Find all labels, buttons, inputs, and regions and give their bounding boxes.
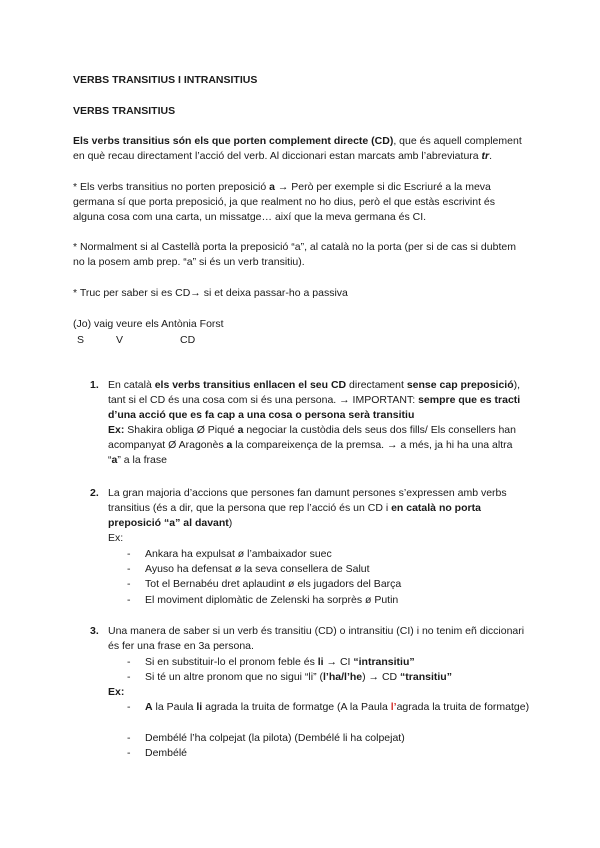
bullet-dash: - bbox=[127, 594, 131, 606]
item1-ex-a3: a bbox=[111, 454, 118, 466]
rule2-text-b: ) → CD bbox=[362, 671, 401, 683]
bullet-dash: - bbox=[127, 732, 131, 744]
label-verb: V bbox=[116, 334, 124, 346]
item1-text-b: directament bbox=[346, 379, 407, 391]
list-number-1: 1. bbox=[90, 379, 99, 391]
rule2-pronoun: l’ha/l’he bbox=[323, 671, 363, 683]
rule2-bold: “transitiu” bbox=[400, 671, 452, 683]
note-1-prep: a bbox=[269, 181, 275, 193]
item1-ex-a2: a bbox=[226, 439, 233, 451]
item2-ex-label: Ex: bbox=[108, 532, 124, 544]
note-3: * Truc per saber si es CD→ si et deixa passar-ho a passiva bbox=[73, 287, 348, 299]
bullet-dash: - bbox=[127, 548, 131, 560]
label-cd: CD bbox=[180, 334, 196, 346]
list-item: Dembélé bbox=[145, 747, 188, 759]
bullet-dash: - bbox=[127, 578, 131, 590]
definition-end: . bbox=[489, 150, 493, 162]
bullet-dash: - bbox=[127, 701, 131, 713]
list-item-3: Una manera de saber si un verb és transitiu (CD) o intransitiu (CI) i no tenim eñ diccionari és fer una frase en 3a persona. bbox=[108, 625, 525, 652]
rule-intransitiu bbox=[145, 655, 530, 670]
definition-bold: Els verbs transitius són els que porten complement directe (CD) bbox=[73, 135, 394, 147]
ex1-highlight: l’ bbox=[390, 701, 397, 713]
item1-bold-c: sempre que es tracti d’una acció que es fa cap a una cosa o persona serà transitiu bbox=[108, 394, 521, 421]
definition-text: , que és aquell complement en què recau directament l’acció del verb. Al diccionari estan marcats amb l’abreviatura bbox=[73, 135, 522, 162]
note-1-a: * Els verbs transitius no porten preposició bbox=[73, 181, 270, 193]
item2-bold: en català no porta preposició “a” al davant bbox=[108, 502, 481, 529]
list-number-2: 2. bbox=[90, 487, 99, 499]
rule1-bold: “intransitiu” bbox=[353, 656, 415, 668]
label-subject: S bbox=[77, 334, 85, 346]
list-item: Ankara ha expulsat ø l’ambaixador suec bbox=[145, 548, 332, 560]
list-number-3: 3. bbox=[90, 625, 99, 637]
bullet-dash: - bbox=[127, 671, 131, 683]
definition-paragraph bbox=[73, 134, 528, 164]
rule1-text-a: Si en substituir-lo el pronom feble és bbox=[145, 656, 318, 668]
note-1-b: → Però per exemple si dic Escriuré a la meva germana sí que porta preposició, ja que realment no ho dius, però el que estàs escrivint és alguna cosa com una carta, un missatge… així que la meva germana és CI. bbox=[73, 181, 495, 223]
list-item: Ayuso ha defensat ø la seva consellera de Salut bbox=[145, 563, 370, 575]
ex1-a: A bbox=[145, 701, 153, 713]
item1-bold-b: sense cap preposició bbox=[406, 379, 514, 391]
list-item: Dembélé l’ha colpejat (la pilota) (Dembélé li ha colpejat) bbox=[145, 732, 405, 744]
list-item: Tot el Bernabéu dret aplaudint ø els jugadors del Barça bbox=[145, 578, 402, 590]
rule-transitiu bbox=[145, 670, 530, 685]
item3-ex-label: Ex: bbox=[108, 686, 125, 698]
item1-text-c: ), tant si el CD és una cosa com si és una persona. → IMPORTANT: bbox=[108, 379, 521, 406]
ex1-text-b: agrada la truita de formatge (A la Paula bbox=[202, 701, 391, 713]
ex1-li: li bbox=[196, 701, 203, 713]
note-1 bbox=[73, 180, 528, 225]
item2-text-a: La gran majoria d’accions que persones fan damunt persones s’expressen amb verbs transitius (és a dir, que la persona que rep l’acció és un CD i bbox=[108, 487, 507, 514]
list-item-1 bbox=[108, 378, 528, 468]
ex1-text-a: la Paula bbox=[152, 701, 197, 713]
bullet-dash: - bbox=[127, 563, 131, 575]
item1-ex-text-d: ” a la frase bbox=[117, 454, 167, 466]
item1-ex-a1: a bbox=[237, 424, 244, 436]
ex1-text-c: agrada la truita de formatge) bbox=[396, 701, 530, 713]
item1-ex-label: Ex: bbox=[108, 424, 125, 436]
bullet-dash: - bbox=[127, 656, 131, 668]
list-item-2 bbox=[108, 486, 528, 531]
bullet-dash: - bbox=[127, 747, 131, 759]
rule2-text-a: Si té un altre pronom que no sigui “li” ( bbox=[145, 671, 324, 683]
rule1-text-b: → CI bbox=[323, 656, 354, 668]
list-item: El moviment diplomàtic de Zelenski ha sorprès ø Putin bbox=[145, 594, 399, 606]
definition-abbr: tr bbox=[481, 150, 490, 162]
item1-ex-text-b: negociar la custòdia dels seus dos fills/ Els consellers han acompanyat Ø Aragonès bbox=[108, 424, 516, 451]
item2-text-b: ) bbox=[228, 517, 233, 529]
example-sentence: (Jo) vaig veure els Antònia Forst bbox=[73, 318, 224, 330]
list-item bbox=[145, 700, 530, 715]
item1-ex-text-c: la compareixença de la premsa. → a més, ja hi ha una altra “ bbox=[108, 439, 513, 466]
rule1-li: li bbox=[317, 656, 324, 668]
section-heading: VERBS TRANSITIUS bbox=[73, 105, 176, 117]
item1-text-a: En català bbox=[108, 379, 155, 391]
item1-ex-text-a: Shakira obliga Ø Piqué bbox=[124, 424, 238, 436]
item1-bold-a: els verbs transitius enllacen el seu CD bbox=[154, 379, 347, 391]
document-title: VERBS TRANSITIUS I INTRANSITIUS bbox=[73, 74, 258, 86]
note-2: * Normalment si al Castellà porta la preposició “a”, al català no la porta (per si de cas si dubtem no la posem amb prep. “a” si és un verb transitiu). bbox=[73, 241, 516, 268]
